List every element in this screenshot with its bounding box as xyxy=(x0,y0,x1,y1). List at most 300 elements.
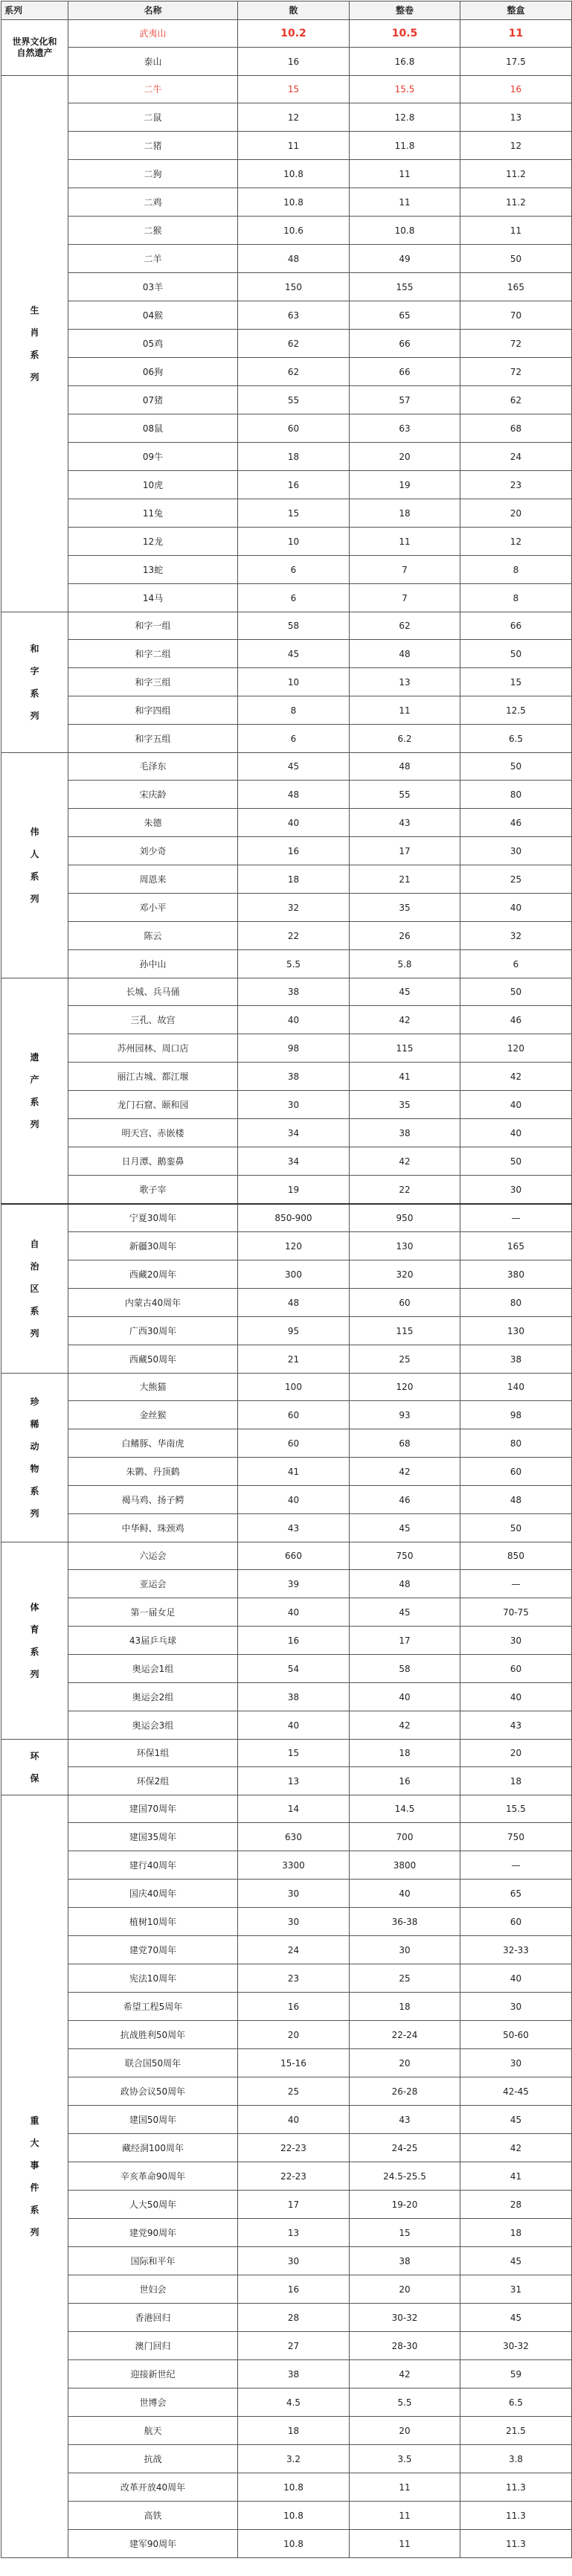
loose-price: 15 xyxy=(238,499,350,528)
box-price: 6.5 xyxy=(460,725,572,753)
series-label: 自 治 区 系 列 xyxy=(30,1239,39,1339)
roll-price: 17 xyxy=(350,1627,460,1655)
item-name: 西藏20周年 xyxy=(68,1260,238,1289)
item-name: 新疆30周年 xyxy=(68,1232,238,1260)
table-row xyxy=(1,1964,572,1993)
box-price: 66 xyxy=(460,612,572,640)
roll-price: 5.5 xyxy=(350,2388,460,2417)
table-row xyxy=(1,471,572,499)
loose-price: 10 xyxy=(238,668,350,696)
box-price: 70-75 xyxy=(460,1598,572,1627)
item-name: 04猴 xyxy=(68,301,238,330)
roll-price: 68 xyxy=(350,1429,460,1458)
box-price: 60 xyxy=(460,1458,572,1486)
item-name: 联合国50周年 xyxy=(68,2049,238,2077)
box-price: 40 xyxy=(460,894,572,922)
roll-price: 26-28 xyxy=(350,2077,460,2106)
roll-price: 48 xyxy=(350,640,460,668)
roll-price: 28-30 xyxy=(350,2332,460,2360)
box-price: 42-45 xyxy=(460,2077,572,2106)
loose-price: 22-23 xyxy=(238,2162,350,2191)
loose-price: 63 xyxy=(238,301,350,330)
box-price: 850 xyxy=(460,1542,572,1570)
table-row xyxy=(1,2134,572,2162)
table-row xyxy=(1,696,572,725)
item-name: 金丝猴 xyxy=(68,1401,238,1429)
roll-price: 11 xyxy=(350,160,460,188)
loose-price: 45 xyxy=(238,753,350,781)
roll-price: 115 xyxy=(350,1317,460,1345)
item-name: 12龙 xyxy=(68,528,238,556)
table-row xyxy=(1,2049,572,2077)
roll-price: 48 xyxy=(350,1570,460,1598)
box-price: 18 xyxy=(460,2219,572,2247)
table-row xyxy=(1,2077,572,2106)
series-cell xyxy=(1,1374,68,1542)
roll-price: 43 xyxy=(350,809,460,837)
table-row xyxy=(1,584,572,612)
table-row xyxy=(1,2021,572,2049)
series-label: 珍 稀 动 物 系 列 xyxy=(30,1397,39,1519)
box-price: 42 xyxy=(460,1063,572,1091)
item-name: 褐马鸡、扬子鳄 xyxy=(68,1486,238,1514)
loose-price: 60 xyxy=(238,414,350,443)
box-price: 72 xyxy=(460,330,572,358)
roll-price: 93 xyxy=(350,1401,460,1429)
table-row xyxy=(1,20,572,48)
box-price: 21.5 xyxy=(460,2417,572,2445)
box-price: 24 xyxy=(460,443,572,471)
box-price: 72 xyxy=(460,358,572,386)
table-row xyxy=(1,1598,572,1627)
loose-price: 58 xyxy=(238,612,350,640)
box-price: 11.3 xyxy=(460,2473,572,2502)
roll-price: 700 xyxy=(350,1823,460,1851)
roll-price: 17 xyxy=(350,837,460,865)
item-name: 和字一组 xyxy=(68,612,238,640)
table-row xyxy=(1,1374,572,1401)
table-row xyxy=(1,1486,572,1514)
roll-price: 41 xyxy=(350,1063,460,1091)
series-cell xyxy=(1,753,68,978)
loose-price: 150 xyxy=(238,273,350,301)
table-row xyxy=(1,1683,572,1711)
box-price: 50 xyxy=(460,245,572,273)
loose-price: 15-16 xyxy=(238,2049,350,2077)
box-price: 18 xyxy=(460,1767,572,1795)
item-name: 政协会议50周年 xyxy=(68,2077,238,2106)
loose-price: 16 xyxy=(238,1627,350,1655)
table-row xyxy=(1,1401,572,1429)
item-name: 航天 xyxy=(68,2417,238,2445)
loose-price: 62 xyxy=(238,330,350,358)
item-name: 二鼠 xyxy=(68,103,238,132)
loose-price: 45 xyxy=(238,640,350,668)
item-name: 辛亥革命90周年 xyxy=(68,2162,238,2191)
table-row xyxy=(1,2106,572,2134)
box-price: 17.5 xyxy=(460,48,572,76)
box-price: 45 xyxy=(460,2106,572,2134)
loose-price: 16 xyxy=(238,1993,350,2021)
roll-price: 10.8 xyxy=(350,217,460,245)
item-name: 孙中山 xyxy=(68,950,238,978)
box-price: 165 xyxy=(460,1232,572,1260)
roll-price: 58 xyxy=(350,1655,460,1683)
roll-price: 25 xyxy=(350,1964,460,1993)
table-row xyxy=(1,1063,572,1091)
loose-price: 10.8 xyxy=(238,160,350,188)
item-name: 歌子宰 xyxy=(68,1176,238,1205)
table-row xyxy=(1,330,572,358)
box-price: 32 xyxy=(460,922,572,950)
header-roll: 整卷 xyxy=(350,1,460,20)
item-name: 14马 xyxy=(68,584,238,612)
loose-price: 21 xyxy=(238,1345,350,1374)
loose-price: 15 xyxy=(238,1740,350,1767)
roll-price: 49 xyxy=(350,245,460,273)
box-price: 31 xyxy=(460,2275,572,2304)
series-cell xyxy=(1,76,68,612)
loose-price: 40 xyxy=(238,1006,350,1034)
table-row xyxy=(1,2417,572,2445)
table-row xyxy=(1,809,572,837)
table-row xyxy=(1,556,572,584)
item-name: 奥运会2组 xyxy=(68,1683,238,1711)
loose-price: 40 xyxy=(238,809,350,837)
item-name: 世妇会 xyxy=(68,2275,238,2304)
loose-price: 13 xyxy=(238,1767,350,1795)
loose-price: 54 xyxy=(238,1655,350,1683)
box-price: 45 xyxy=(460,2247,572,2275)
table-row xyxy=(1,2445,572,2473)
box-price: 38 xyxy=(460,1345,572,1374)
item-name: 明天宫、赤嵌楼 xyxy=(68,1119,238,1147)
box-price: 62 xyxy=(460,386,572,414)
table-row xyxy=(1,1936,572,1964)
table-row xyxy=(1,1458,572,1486)
item-name: 13蛇 xyxy=(68,556,238,584)
loose-price: 55 xyxy=(238,386,350,414)
series-label: 遗 产 系 列 xyxy=(30,1052,39,1130)
roll-price: 20 xyxy=(350,2275,460,2304)
table-row xyxy=(1,2473,572,2502)
loose-price: 34 xyxy=(238,1147,350,1176)
series-label: 重 大 事 件 系 列 xyxy=(30,2115,39,2237)
header-series: 系列 xyxy=(1,1,68,20)
table-row xyxy=(1,950,572,978)
loose-price: 48 xyxy=(238,245,350,273)
table-row xyxy=(1,103,572,132)
box-price: 30-32 xyxy=(460,2332,572,2360)
table-row xyxy=(1,217,572,245)
table-row xyxy=(1,2275,572,2304)
roll-price: 155 xyxy=(350,273,460,301)
table-row xyxy=(1,1176,572,1205)
loose-price: 6 xyxy=(238,584,350,612)
loose-price: 15 xyxy=(238,76,350,103)
loose-price: 4.5 xyxy=(238,2388,350,2417)
roll-price: 130 xyxy=(350,1232,460,1260)
item-name: 丽江古城、都江堰 xyxy=(68,1063,238,1091)
table-row xyxy=(1,1851,572,1880)
item-name: 建国35周年 xyxy=(68,1823,238,1851)
item-name: 内蒙古40周年 xyxy=(68,1289,238,1317)
table-row xyxy=(1,1289,572,1317)
loose-price: 630 xyxy=(238,1823,350,1851)
table-row xyxy=(1,1232,572,1260)
item-name: 和字五组 xyxy=(68,725,238,753)
item-name: 高铁 xyxy=(68,2502,238,2530)
header-box: 整盒 xyxy=(460,1,572,20)
roll-price: 42 xyxy=(350,2360,460,2388)
item-name: 苏州园林、周口店 xyxy=(68,1034,238,1063)
table-row xyxy=(1,1823,572,1851)
item-name: 希望工程5周年 xyxy=(68,1993,238,2021)
loose-price: 18 xyxy=(238,865,350,894)
series-label: 伟 人 系 列 xyxy=(30,827,39,904)
series-cell xyxy=(1,1542,68,1740)
box-price: 45 xyxy=(460,2304,572,2332)
table-row xyxy=(1,2360,572,2388)
box-price: 8 xyxy=(460,556,572,584)
loose-price: 10.8 xyxy=(238,2530,350,2558)
loose-price: 27 xyxy=(238,2332,350,2360)
roll-price: 65 xyxy=(350,301,460,330)
series-label: 体 育 系 列 xyxy=(30,1602,39,1679)
roll-price: 6.2 xyxy=(350,725,460,753)
item-name: 抗战胜利50周年 xyxy=(68,2021,238,2049)
item-name: 龙门石窟、颐和园 xyxy=(68,1091,238,1119)
loose-price: 39 xyxy=(238,1570,350,1598)
box-price: 43 xyxy=(460,1711,572,1740)
table-row xyxy=(1,2219,572,2247)
roll-price: 26 xyxy=(350,922,460,950)
item-name: 07猪 xyxy=(68,386,238,414)
box-price: 40 xyxy=(460,1683,572,1711)
series-cell xyxy=(1,612,68,753)
roll-price: 66 xyxy=(350,358,460,386)
item-name: 09牛 xyxy=(68,443,238,471)
item-name: 建国50周年 xyxy=(68,2106,238,2134)
box-price: — xyxy=(460,1851,572,1880)
loose-price: 18 xyxy=(238,443,350,471)
loose-price: 16 xyxy=(238,471,350,499)
item-name: 毛泽东 xyxy=(68,753,238,781)
loose-price: 100 xyxy=(238,1374,350,1401)
loose-price: 32 xyxy=(238,894,350,922)
item-name: 宋庆龄 xyxy=(68,781,238,809)
box-price: 98 xyxy=(460,1401,572,1429)
box-price: 12 xyxy=(460,528,572,556)
loose-price: 11 xyxy=(238,132,350,160)
loose-price: 24 xyxy=(238,1936,350,1964)
roll-price: 11 xyxy=(350,2502,460,2530)
loose-price: 20 xyxy=(238,2021,350,2049)
table-row xyxy=(1,894,572,922)
item-name: 05鸡 xyxy=(68,330,238,358)
roll-price: 35 xyxy=(350,894,460,922)
loose-price: 10.8 xyxy=(238,188,350,217)
table-row xyxy=(1,245,572,273)
loose-price: 40 xyxy=(238,2106,350,2134)
box-price: 50-60 xyxy=(460,2021,572,2049)
item-name: 改革开放40周年 xyxy=(68,2473,238,2502)
item-name: 澳门回归 xyxy=(68,2332,238,2360)
table-row xyxy=(1,1429,572,1458)
table-row xyxy=(1,1542,572,1570)
table-row xyxy=(1,753,572,781)
table-row xyxy=(1,1767,572,1795)
table-row xyxy=(1,2247,572,2275)
loose-price: 30 xyxy=(238,1880,350,1908)
series-cell xyxy=(1,1204,68,1374)
item-name: 建党70周年 xyxy=(68,1936,238,1964)
table-row xyxy=(1,1006,572,1034)
item-name: 广西30周年 xyxy=(68,1317,238,1345)
loose-price: 30 xyxy=(238,1908,350,1936)
box-price: 165 xyxy=(460,273,572,301)
loose-price: 6 xyxy=(238,725,350,753)
roll-price: 30 xyxy=(350,1936,460,1964)
loose-price: 660 xyxy=(238,1542,350,1570)
roll-price: 18 xyxy=(350,1993,460,2021)
item-name: 武夷山 xyxy=(68,20,238,48)
table-row xyxy=(1,922,572,950)
loose-price: 40 xyxy=(238,1598,350,1627)
table-row xyxy=(1,1880,572,1908)
table-row xyxy=(1,1740,572,1767)
roll-price: 11 xyxy=(350,188,460,217)
item-name: 抗战 xyxy=(68,2445,238,2473)
loose-price: 10 xyxy=(238,528,350,556)
roll-price: 14.5 xyxy=(350,1795,460,1823)
box-price: 30 xyxy=(460,2049,572,2077)
roll-price: 48 xyxy=(350,753,460,781)
loose-price: 300 xyxy=(238,1260,350,1289)
item-name: 香港回归 xyxy=(68,2304,238,2332)
loose-price: 40 xyxy=(238,1711,350,1740)
loose-price: 41 xyxy=(238,1458,350,1486)
box-price: 12.5 xyxy=(460,696,572,725)
item-name: 08鼠 xyxy=(68,414,238,443)
roll-price: 42 xyxy=(350,1147,460,1176)
roll-price: 36-38 xyxy=(350,1908,460,1936)
roll-price: 60 xyxy=(350,1289,460,1317)
box-price: 80 xyxy=(460,1429,572,1458)
table-row xyxy=(1,725,572,753)
table-row xyxy=(1,781,572,809)
header-loose: 散 xyxy=(238,1,350,20)
box-price: 3.8 xyxy=(460,2445,572,2473)
roll-price: 42 xyxy=(350,1711,460,1740)
box-price: 130 xyxy=(460,1317,572,1345)
roll-price: 45 xyxy=(350,1598,460,1627)
loose-price: 16 xyxy=(238,837,350,865)
roll-price: 43 xyxy=(350,2106,460,2134)
loose-price: 23 xyxy=(238,1964,350,1993)
loose-price: 30 xyxy=(238,1091,350,1119)
price-table xyxy=(1,1,572,2558)
table-row xyxy=(1,2191,572,2219)
item-name: 亚运会 xyxy=(68,1570,238,1598)
item-name: 朱鹮、丹顶鹤 xyxy=(68,1458,238,1486)
table-row xyxy=(1,386,572,414)
loose-price: 38 xyxy=(238,1683,350,1711)
roll-price: 38 xyxy=(350,1119,460,1147)
box-price: 40 xyxy=(460,1091,572,1119)
roll-price: 20 xyxy=(350,2049,460,2077)
loose-price: 18 xyxy=(238,2417,350,2445)
loose-price: 95 xyxy=(238,1317,350,1345)
item-name: 环保1组 xyxy=(68,1740,238,1767)
box-price: 46 xyxy=(460,809,572,837)
roll-price: 11 xyxy=(350,2473,460,2502)
item-name: 刘少奇 xyxy=(68,837,238,865)
box-price: 30 xyxy=(460,1627,572,1655)
box-price: 70 xyxy=(460,301,572,330)
loose-price: 19 xyxy=(238,1176,350,1205)
loose-price: 98 xyxy=(238,1034,350,1063)
item-name: 环保2组 xyxy=(68,1767,238,1795)
box-price: 6 xyxy=(460,950,572,978)
item-name: 国庆40周年 xyxy=(68,1880,238,1908)
roll-price: 7 xyxy=(350,556,460,584)
item-name: 二羊 xyxy=(68,245,238,273)
header-name: 名称 xyxy=(68,1,238,20)
box-price: 30 xyxy=(460,1176,572,1205)
loose-price: 8 xyxy=(238,696,350,725)
box-price: 65 xyxy=(460,1880,572,1908)
loose-price: 3.2 xyxy=(238,2445,350,2473)
box-price: 80 xyxy=(460,1289,572,1317)
roll-price: 120 xyxy=(350,1374,460,1401)
box-price: 23 xyxy=(460,471,572,499)
item-name: 世博会 xyxy=(68,2388,238,2417)
box-price: 30 xyxy=(460,1993,572,2021)
box-price: 50 xyxy=(460,1147,572,1176)
series-cell xyxy=(1,978,68,1205)
table-row xyxy=(1,1091,572,1119)
series-cell xyxy=(1,1795,68,2558)
item-name: 建军90周年 xyxy=(68,2530,238,2558)
roll-price: 20 xyxy=(350,443,460,471)
roll-price: 40 xyxy=(350,1683,460,1711)
roll-price: 38 xyxy=(350,2247,460,2275)
box-price: 60 xyxy=(460,1908,572,1936)
item-name: 三孔、故宫 xyxy=(68,1006,238,1034)
roll-price: 45 xyxy=(350,978,460,1006)
roll-price: 40 xyxy=(350,1880,460,1908)
loose-price: 60 xyxy=(238,1401,350,1429)
loose-price: 3300 xyxy=(238,1851,350,1880)
roll-price: 25 xyxy=(350,1345,460,1374)
loose-price: 10.8 xyxy=(238,2502,350,2530)
box-price: 120 xyxy=(460,1034,572,1063)
roll-price: 19 xyxy=(350,471,460,499)
table-row xyxy=(1,414,572,443)
loose-price: 6 xyxy=(238,556,350,584)
loose-price: 10.2 xyxy=(238,20,350,48)
box-price: 750 xyxy=(460,1823,572,1851)
table-row xyxy=(1,443,572,471)
box-price: 50 xyxy=(460,978,572,1006)
roll-price: 42 xyxy=(350,1006,460,1034)
roll-price: 15 xyxy=(350,2219,460,2247)
item-name: 陈云 xyxy=(68,922,238,950)
roll-price: 45 xyxy=(350,1514,460,1542)
roll-price: 7 xyxy=(350,584,460,612)
header-row xyxy=(1,1,572,20)
